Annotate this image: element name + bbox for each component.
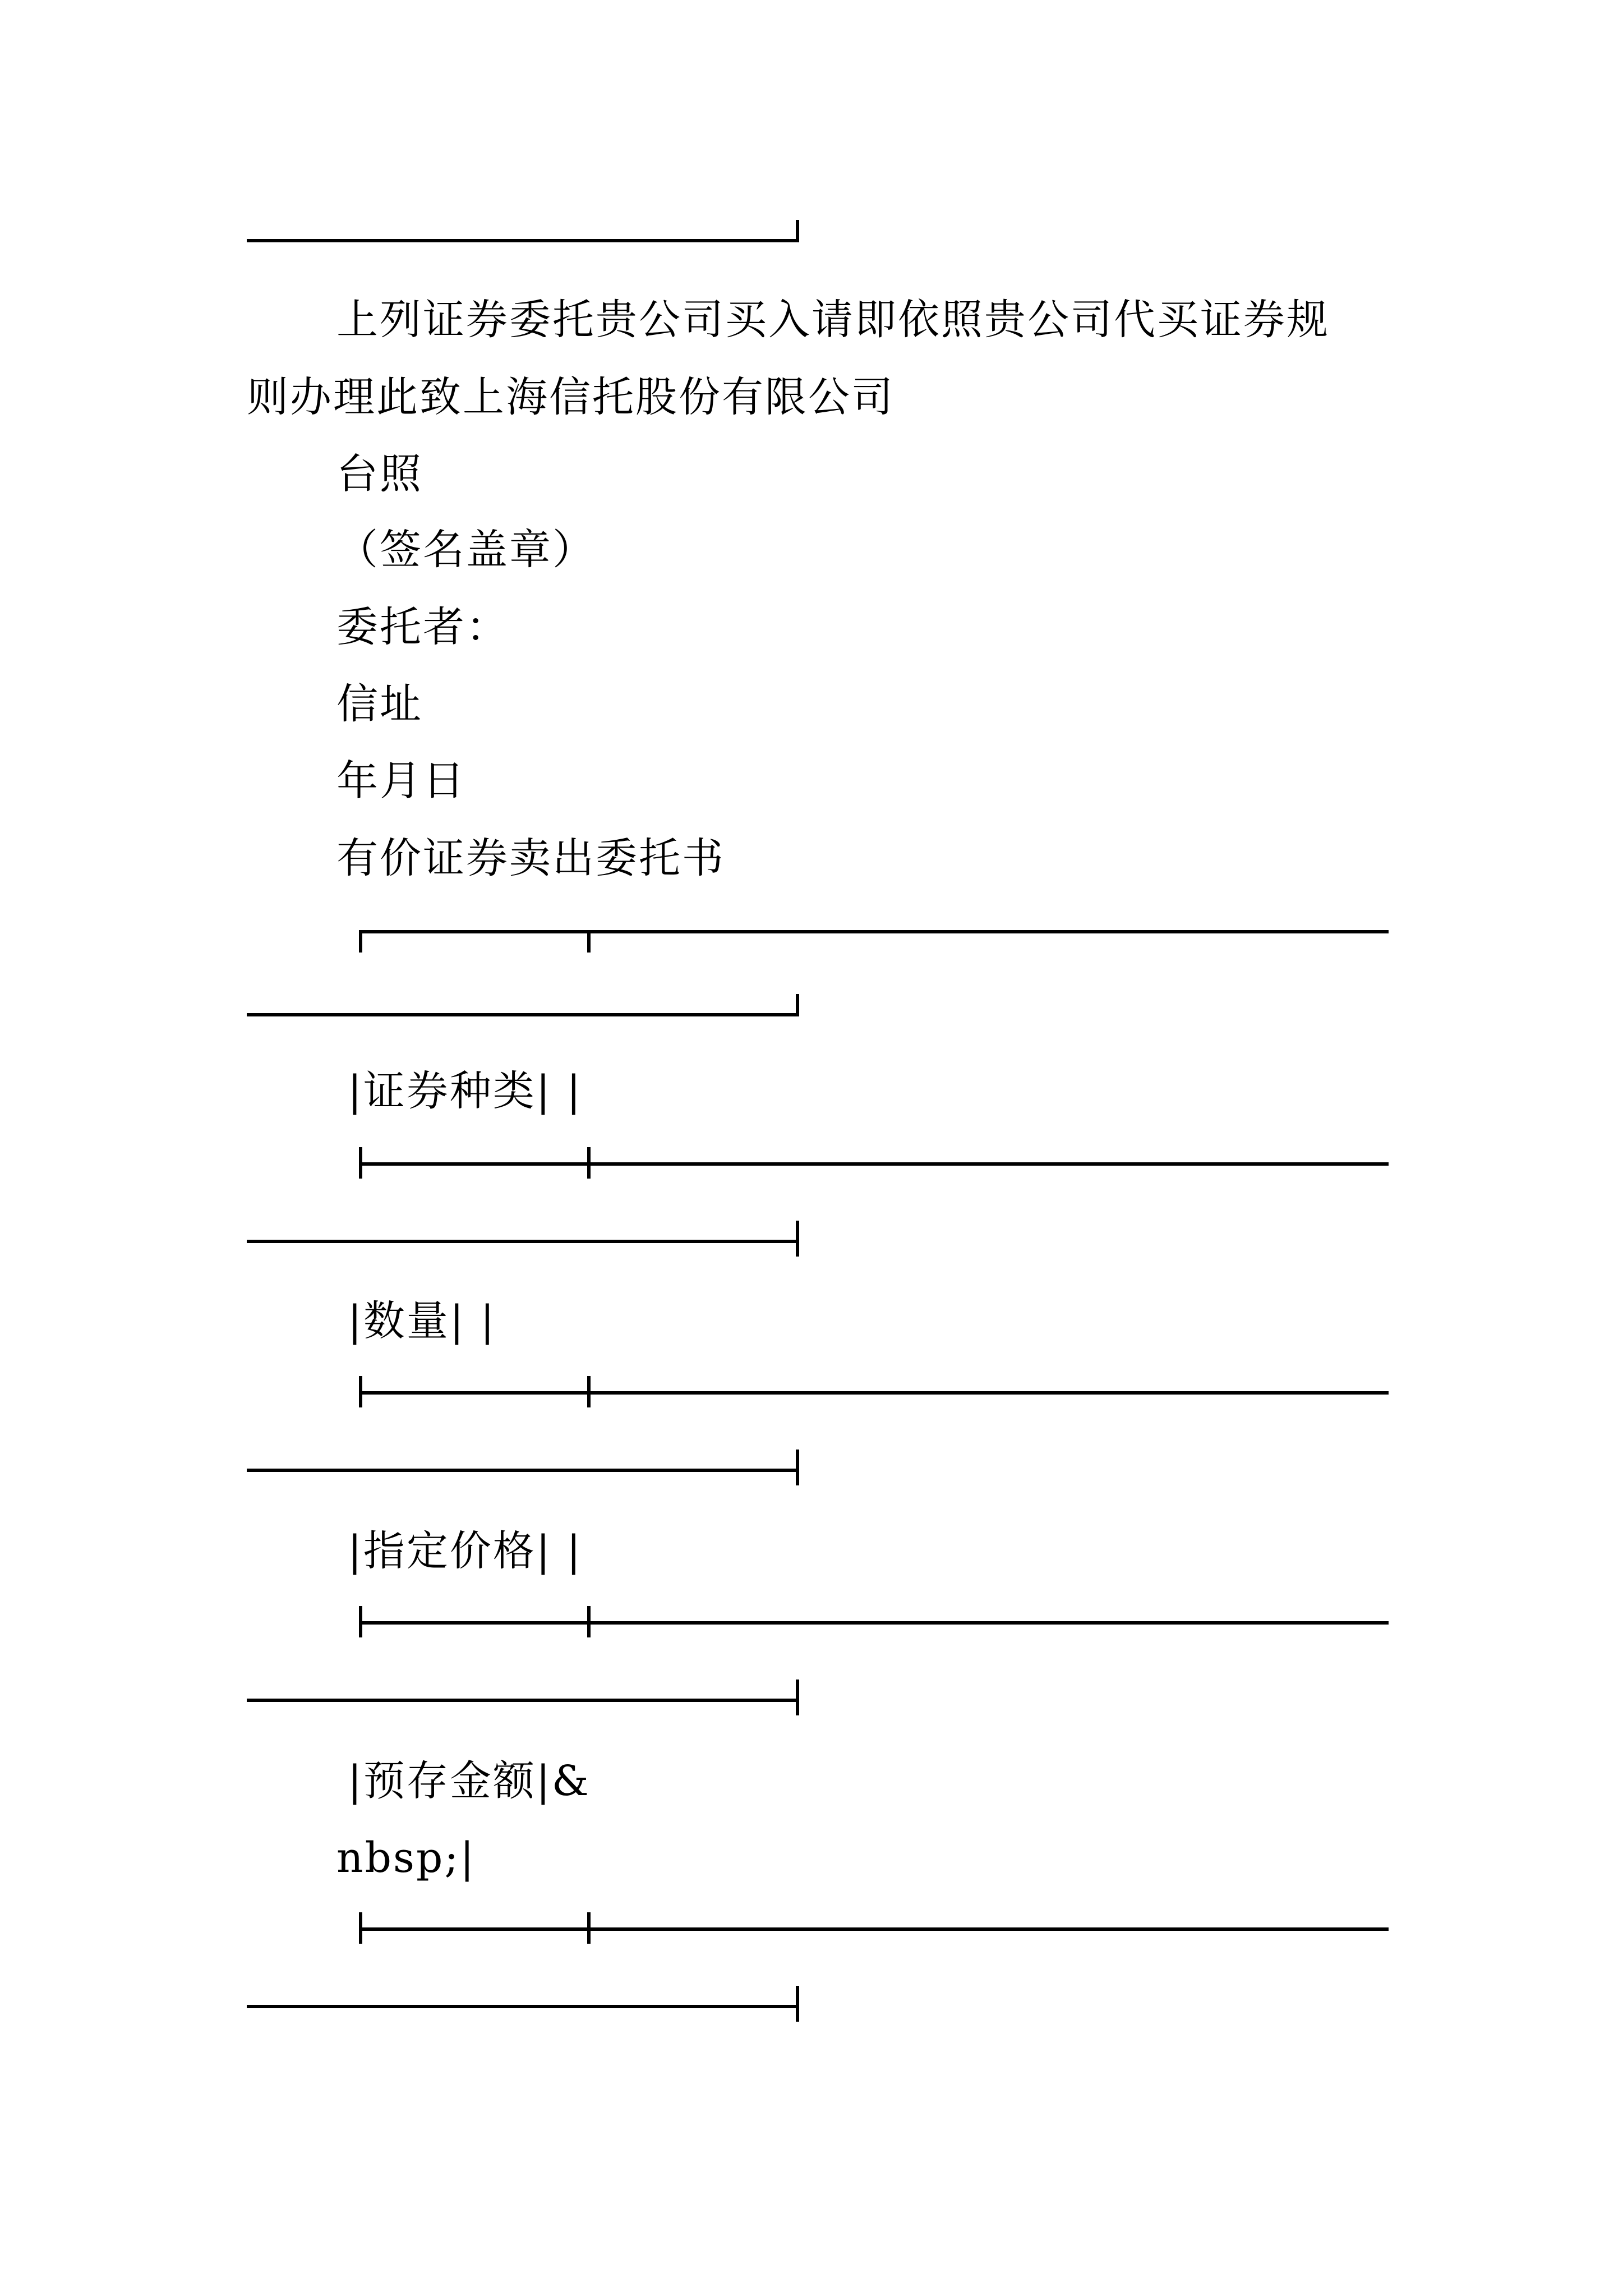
table-top-right-corner [796, 994, 799, 1016]
address-label: 信址 [336, 680, 423, 728]
intro-text-line-1: 上列证券委托贵公司买入请即依照贵公司代买证券规 [336, 296, 1330, 344]
table-top-border-wrap [247, 1013, 799, 1016]
row-separator-right [796, 1680, 799, 1715]
row-separator-wrap [247, 1469, 799, 1472]
row-separator [359, 1162, 1389, 1166]
row-separator-mid [587, 1606, 591, 1637]
row-separator-wrap [247, 1699, 799, 1702]
table-top-left-corner [359, 930, 362, 953]
row-separator-left [359, 1606, 362, 1637]
table-border-corner [796, 220, 799, 242]
table-top-border [359, 930, 1389, 933]
table-top-divider [587, 930, 591, 953]
date-label: 年月日 [336, 757, 466, 805]
row-separator-left [359, 1147, 362, 1179]
row-separator-mid [587, 1376, 591, 1407]
row-securities-type: |证券种类| | [348, 1067, 583, 1115]
row-separator [359, 1621, 1389, 1625]
row-separator-right [796, 1986, 799, 2022]
row-separator-right [796, 1221, 799, 1257]
row-separator-wrap [247, 2005, 799, 2008]
table-border-line [247, 239, 799, 242]
row-specified-price: |指定价格| | [348, 1527, 583, 1575]
form-title: 有价证券卖出委托书 [336, 834, 725, 882]
intro-text-line-2: 则办理此致上海信托股份有限公司 [247, 373, 895, 421]
row-separator-left [359, 1912, 362, 1944]
row-separator-mid [587, 1912, 591, 1944]
row-separator-right [796, 1450, 799, 1485]
row-quantity: |数量| | [348, 1297, 496, 1345]
row-separator-mid [587, 1147, 591, 1179]
row-separator-wrap [247, 1240, 799, 1243]
row-prepaid-amount-continued: nbsp;| [336, 1834, 476, 1882]
row-separator [359, 1927, 1389, 1931]
signature-note: （签名盖章） [336, 526, 596, 574]
row-separator-left [359, 1376, 362, 1407]
row-separator [359, 1391, 1389, 1395]
tai-zhao-text: 台照 [336, 450, 423, 498]
entrustor-label: 委托者： [336, 603, 509, 651]
row-prepaid-amount: |预存金额|& [348, 1757, 591, 1805]
